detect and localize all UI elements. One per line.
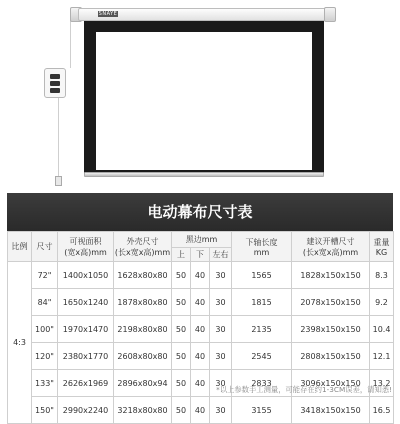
brand-label: SNAYE	[98, 11, 118, 17]
header-black-top: 上	[172, 248, 191, 262]
cell-slot: 1828x150x150	[292, 262, 370, 289]
power-plug	[55, 176, 62, 186]
cell-weight: 9.2	[370, 289, 394, 316]
cell-bottom: 40	[191, 343, 210, 370]
cell-drop: 1815	[232, 289, 292, 316]
cell-outer: 2198x80x80	[114, 316, 172, 343]
cell-slot: 2078x150x150	[292, 289, 370, 316]
cell-viewable: 1970x1470	[58, 316, 114, 343]
cell-weight: 13.2	[370, 370, 394, 397]
cell-side: 30	[210, 289, 232, 316]
table-row	[8, 289, 394, 316]
remote-stop-button	[50, 81, 60, 86]
remote-up-button	[50, 74, 60, 79]
cell-size: 72"	[32, 262, 58, 289]
header-weight	[370, 232, 394, 262]
size-spec-table	[7, 231, 394, 424]
header-black-border: 黑边mm	[172, 232, 232, 248]
cell-weight: 10.4	[370, 316, 394, 343]
table-row	[8, 262, 394, 289]
header-viewable-unit: (宽x高)mm	[64, 247, 107, 257]
header-size: 尺寸	[32, 232, 58, 262]
table-row	[8, 397, 394, 424]
power-cable	[58, 98, 59, 178]
cell-side: 30	[210, 316, 232, 343]
header-weight-label: 重量	[373, 237, 390, 247]
cell-top: 50	[172, 316, 191, 343]
cell-top: 50	[172, 343, 191, 370]
cell-size: 133"	[32, 370, 58, 397]
cell-slot: 3096x150x150	[292, 370, 370, 397]
header-slot	[292, 232, 370, 262]
header-drop	[232, 232, 292, 262]
cell-top: 50	[172, 289, 191, 316]
cell-top: 50	[172, 370, 191, 397]
cell-drop: 2135	[232, 316, 292, 343]
cell-bottom: 40	[191, 262, 210, 289]
cell-size: 150"	[32, 397, 58, 424]
screen-surface	[96, 32, 312, 170]
cell-viewable: 2380x1770	[58, 343, 114, 370]
cell-viewable: 2990x2240	[58, 397, 114, 424]
screen-bottom-bar	[84, 172, 324, 177]
cell-drop: 3155	[232, 397, 292, 424]
table-body	[8, 262, 394, 424]
cell-size: 100"	[32, 316, 58, 343]
header-black-side: 左右	[210, 248, 232, 262]
power-cable	[70, 16, 71, 68]
cell-viewable: 1400x1050	[58, 262, 114, 289]
cell-outer: 2608x80x80	[114, 343, 172, 370]
cell-side: 30	[210, 262, 232, 289]
cell-outer: 3218x80x80	[114, 397, 172, 424]
cell-viewable: 2626x1969	[58, 370, 114, 397]
cell-slot: 2398x150x150	[292, 316, 370, 343]
remote-down-button	[50, 88, 60, 93]
remote-control-icon	[44, 68, 66, 98]
cell-outer: 1628x80x80	[114, 262, 172, 289]
cell-outer: 2896x80x94	[114, 370, 172, 397]
table-row	[8, 343, 394, 370]
cell-size: 120"	[32, 343, 58, 370]
table-title: 电动幕布尺寸表	[7, 193, 393, 231]
cell-weight: 16.5	[370, 397, 394, 424]
header-drop-unit: mm	[253, 247, 270, 257]
projector-screen-illustration	[0, 0, 400, 188]
cell-top: 50	[172, 397, 191, 424]
cell-viewable: 1650x1240	[58, 289, 114, 316]
header-slot-unit: (长x宽x高)mm	[302, 247, 359, 257]
cell-side: 30	[210, 343, 232, 370]
cell-weight: 12.1	[370, 343, 394, 370]
cell-side: 30	[210, 370, 232, 397]
cell-top: 50	[172, 262, 191, 289]
header-weight-unit: KG	[375, 247, 388, 257]
cell-size: 84"	[32, 289, 58, 316]
ratio-cell: 4:3	[8, 262, 32, 424]
header-black-bottom: 下	[191, 248, 210, 262]
cell-slot: 2808x150x150	[292, 343, 370, 370]
header-drop-label: 下轴长度	[245, 237, 278, 247]
cell-drop: 2545	[232, 343, 292, 370]
cell-bottom: 40	[191, 370, 210, 397]
cell-bottom: 40	[191, 289, 210, 316]
cell-weight: 8.3	[370, 262, 394, 289]
header-outer-label: 外壳尺寸	[126, 236, 159, 246]
table-row	[8, 316, 394, 343]
housing-end-cap-right	[324, 7, 336, 22]
cell-side: 30	[210, 397, 232, 424]
cell-slot: 3418x150x150	[292, 397, 370, 424]
cell-outer: 1878x80x80	[114, 289, 172, 316]
header-viewable	[58, 232, 114, 262]
header-outer	[114, 232, 172, 262]
cell-bottom: 40	[191, 397, 210, 424]
footnote: *以上参数手工测量，可能存在约1-3CM误差，请知悉!	[216, 385, 392, 394]
cell-drop: 1565	[232, 262, 292, 289]
header-viewable-label: 可视面积	[69, 236, 102, 246]
header-ratio: 比例	[8, 232, 32, 262]
header-outer-unit: (长x宽x高)mm	[114, 247, 171, 257]
header-slot-label: 建议开槽尺寸	[306, 236, 355, 246]
cell-bottom: 40	[191, 316, 210, 343]
cell-drop: 2833	[232, 370, 292, 397]
